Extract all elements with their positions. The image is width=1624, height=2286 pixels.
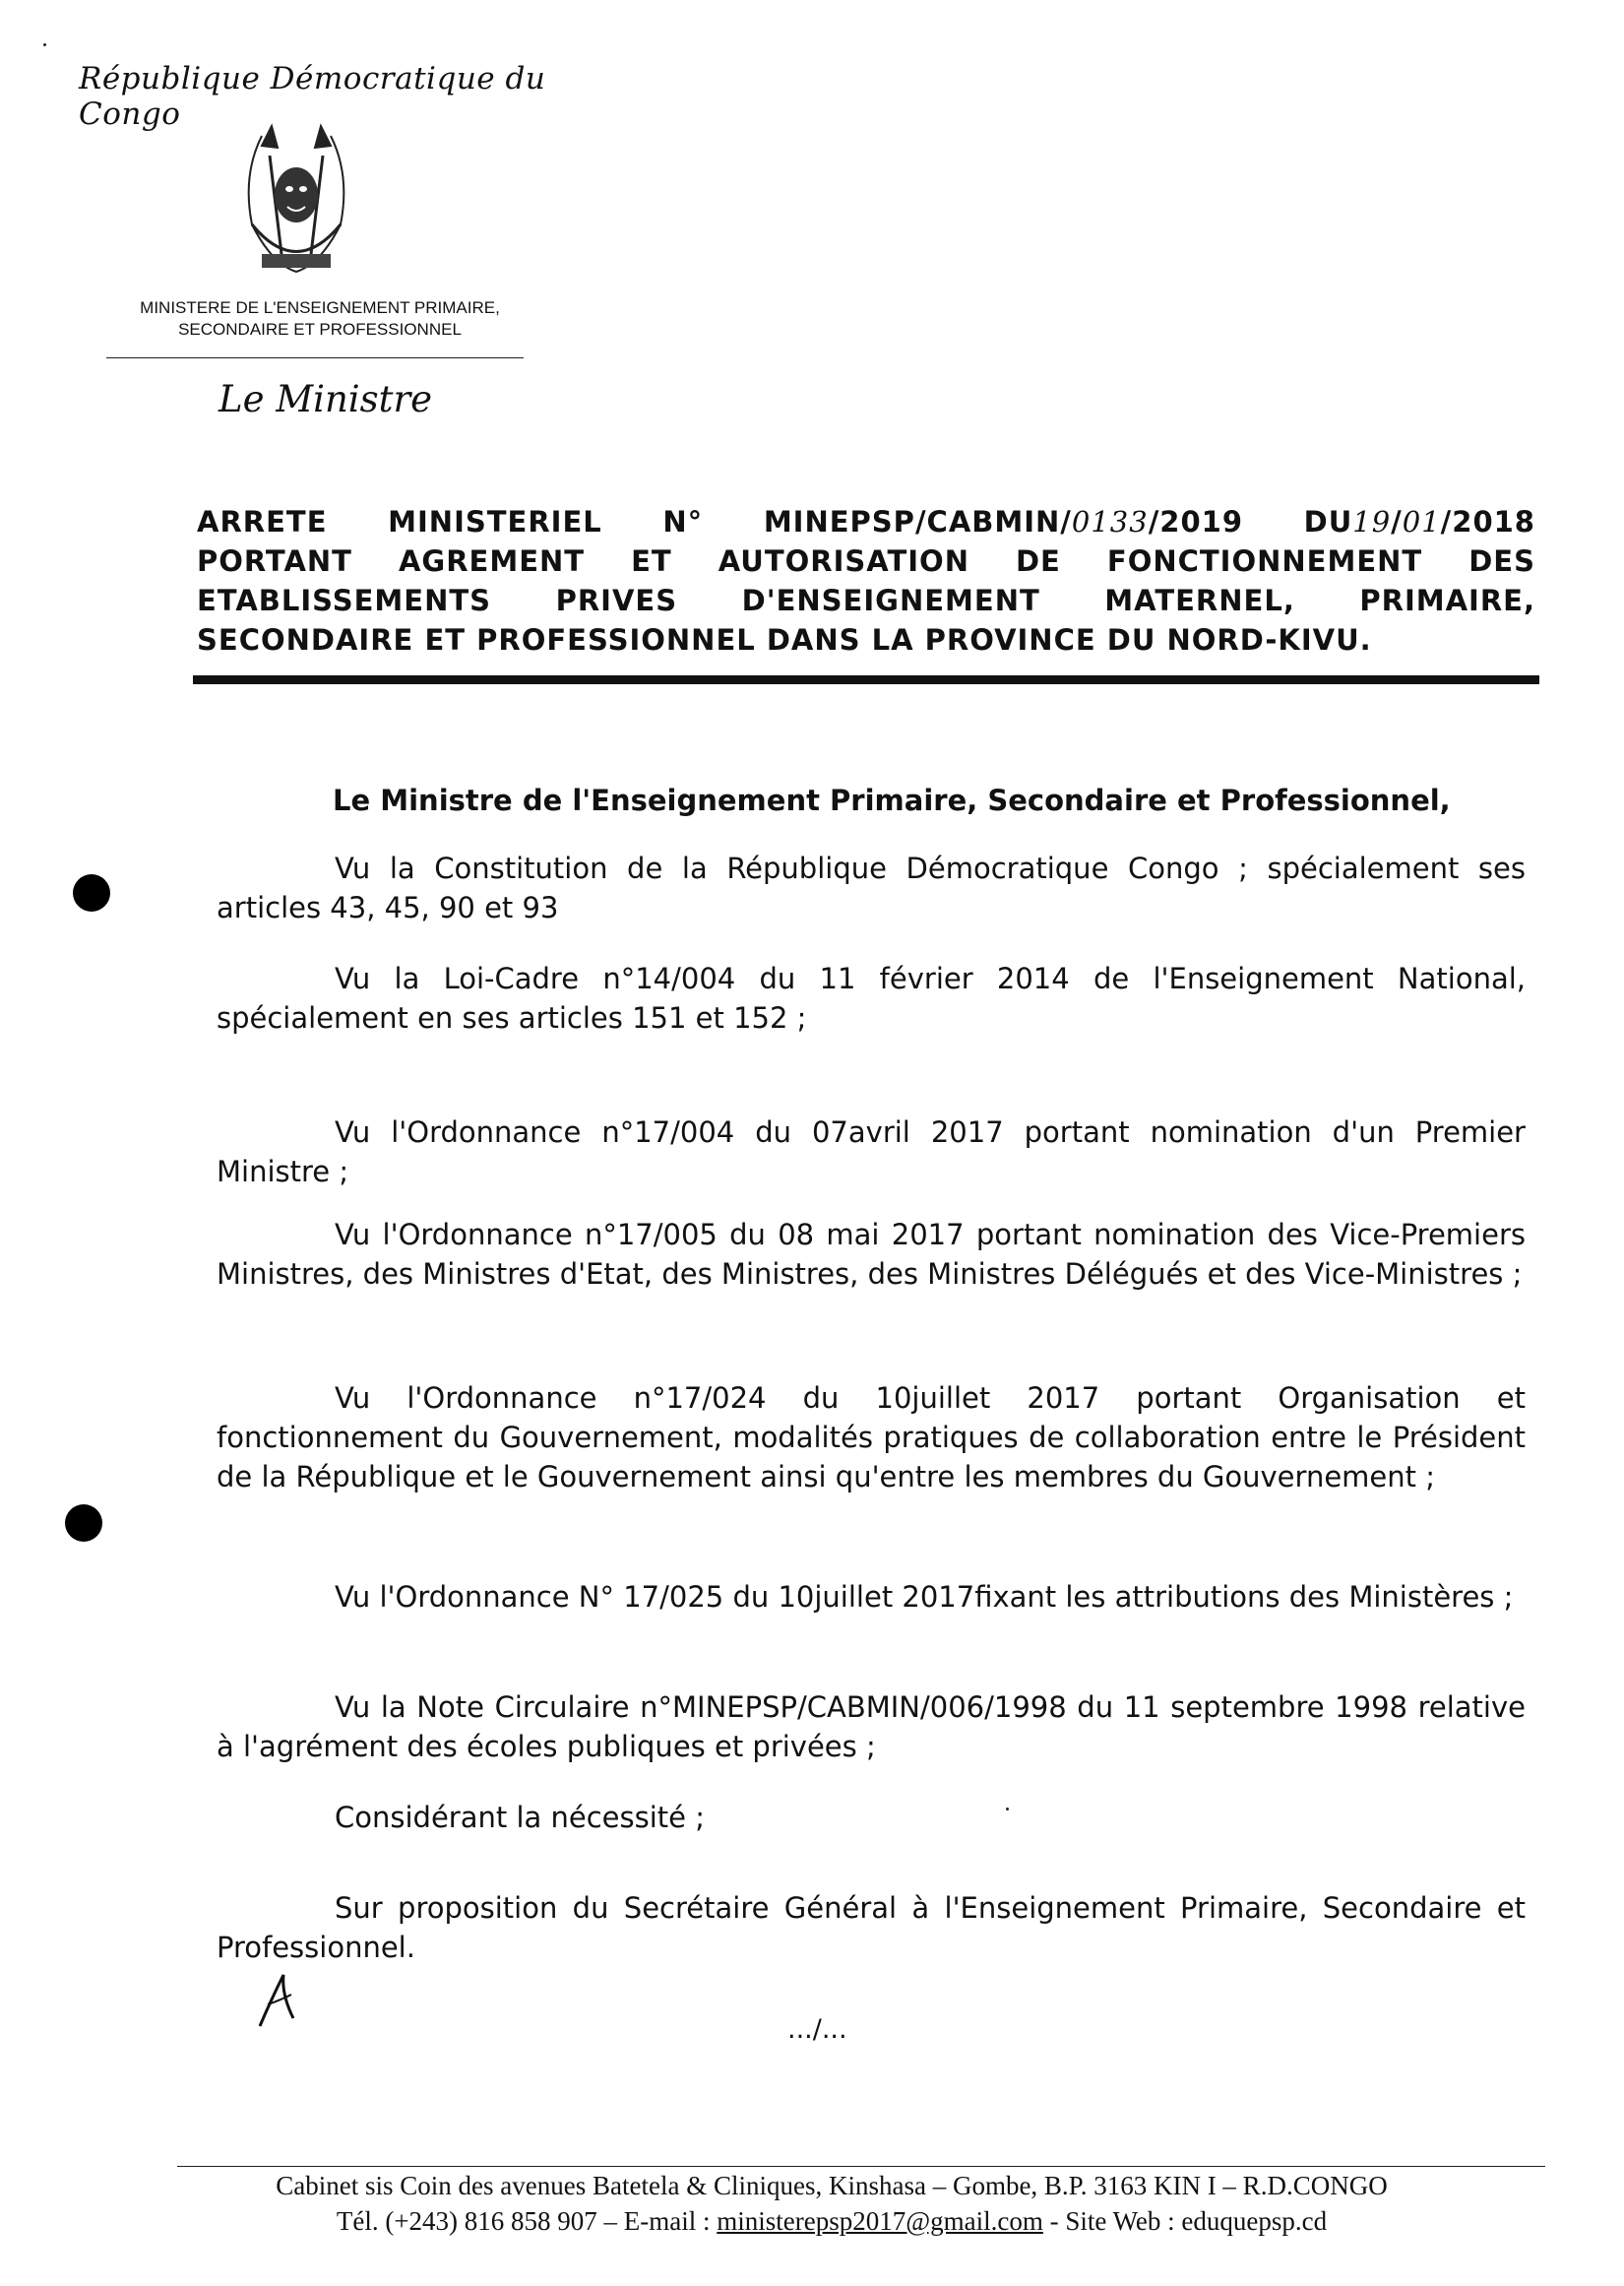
title-prefix: ARRETE MINISTERIEL N° MINEPSP/CABMIN/: [197, 505, 1072, 539]
title-underline: [193, 675, 1539, 684]
ministry-line-2: SECONDAIRE ET PROFESSIONNEL: [178, 320, 462, 339]
recital-ordonnance-premier-ministre: Vu l'Ordonnance n°17/004 du 07avril 2017 portant nomination d'un Premier Ministre ;: [217, 1115, 1526, 1188]
title-line-4: SECONDAIRE ET PROFESSIONNEL DANS LA PROVINCE DU NORD-KIVU.: [197, 623, 1372, 657]
scan-speck: [43, 43, 46, 46]
recital-ordonnance-ministres: Vu l'Ordonnance n°17/005 du 08 mai 2017 portant nomination des Vice-Premiers Ministres, des Ministres d'Etat, des Ministres, des Ministres Délégués et des Vice-Ministres ;: [217, 1218, 1526, 1291]
ministry-name: [98, 297, 541, 341]
office-title: Le Ministre: [219, 378, 433, 420]
recital-proposition: Sur proposition du Secrétaire Général à l'Enseignement Primaire, Secondaire et Professionnel.: [217, 1891, 1526, 1964]
handwritten-month: 01: [1402, 505, 1441, 539]
title-line-2: PORTANT AGREMENT ET AUTORISATION DE FONCTIONNEMENT DES: [197, 544, 1535, 578]
recital-necessite: Considérant la nécessité ;: [335, 1801, 705, 1834]
recital-note-circulaire: Vu la Note Circulaire n°MINEPSP/CABMIN/006/1998 du 11 septembre 1998 relative à l'agrément des écoles publiques et privées ;: [217, 1690, 1526, 1763]
footer-phone: Tél. (+243) 816 858 907 – E-mail :: [336, 2206, 718, 2236]
date-separator: /: [1391, 505, 1403, 539]
recital-ordonnance-gouvernement: Vu l'Ordonnance n°17/024 du 10juillet 2017 portant Organisation et fonctionnement du Gouvernement, modalités pratiques de collaboration entre le Président de la République et le Gouvernement ainsi qu'entre les membres du Gouvernement ;: [217, 1381, 1526, 1493]
punch-hole-bottom: [65, 1504, 102, 1542]
ministry-divider: [106, 357, 524, 358]
handwritten-decree-number: 0133: [1071, 505, 1149, 539]
handwritten-day: 19: [1352, 505, 1392, 539]
footer-website-link[interactable]: eduquepsp.cd: [1181, 2206, 1328, 2236]
recital-loi-cadre: Vu la Loi-Cadre n°14/004 du 11 février 2014 de l'Enseignement National, spécialement en ses articles 151 et 152 ;: [217, 962, 1526, 1035]
ministry-line-1: MINISTERE DE L'ENSEIGNEMENT PRIMAIRE,: [140, 298, 500, 317]
recital-ordonnance-attributions: Vu l'Ordonnance N° 17/025 du 10juillet 2017fixant les attributions des Ministères ;: [335, 1580, 1514, 1614]
handwritten-initials: [254, 1965, 303, 2034]
recital-constitution: Vu la Constitution de la République Démocratique Congo ; spécialement ses articles 43, 45, 90 et 93: [217, 852, 1526, 924]
footer-site-label: - Site Web :: [1042, 2206, 1182, 2236]
decree-title: [197, 502, 1535, 660]
scan-speck: [1006, 1808, 1009, 1810]
title-line-3: ETABLISSEMENTS PRIVES D'ENSEIGNEMENT MATERNEL, PRIMAIRE,: [197, 584, 1535, 617]
punch-hole-top: [73, 874, 110, 912]
title-year: /2019 DU: [1148, 505, 1353, 539]
footer-address: Cabinet sis Coin des avenues Batetela & Cliniques, Kinshasa – Gombe, B.P. 3163 KIN I – R.D.CONGO: [276, 2171, 1388, 2200]
decree-author: Le Ministre de l'Enseignement Primaire, Secondaire et Professionnel,: [333, 784, 1451, 817]
page-continuation-mark: .../...: [787, 2014, 847, 2045]
title-line-1: [197, 502, 1535, 541]
footer-email-link[interactable]: ministerepsp2017@gmail.com: [717, 2206, 1043, 2236]
footer-divider: [177, 2166, 1545, 2167]
country-name: République Démocratique du Congo: [79, 61, 546, 132]
footer-contact: [138, 2205, 1526, 2237]
coat-of-arms-emblem: [232, 116, 360, 282]
title-date-year: /2018: [1440, 505, 1535, 539]
